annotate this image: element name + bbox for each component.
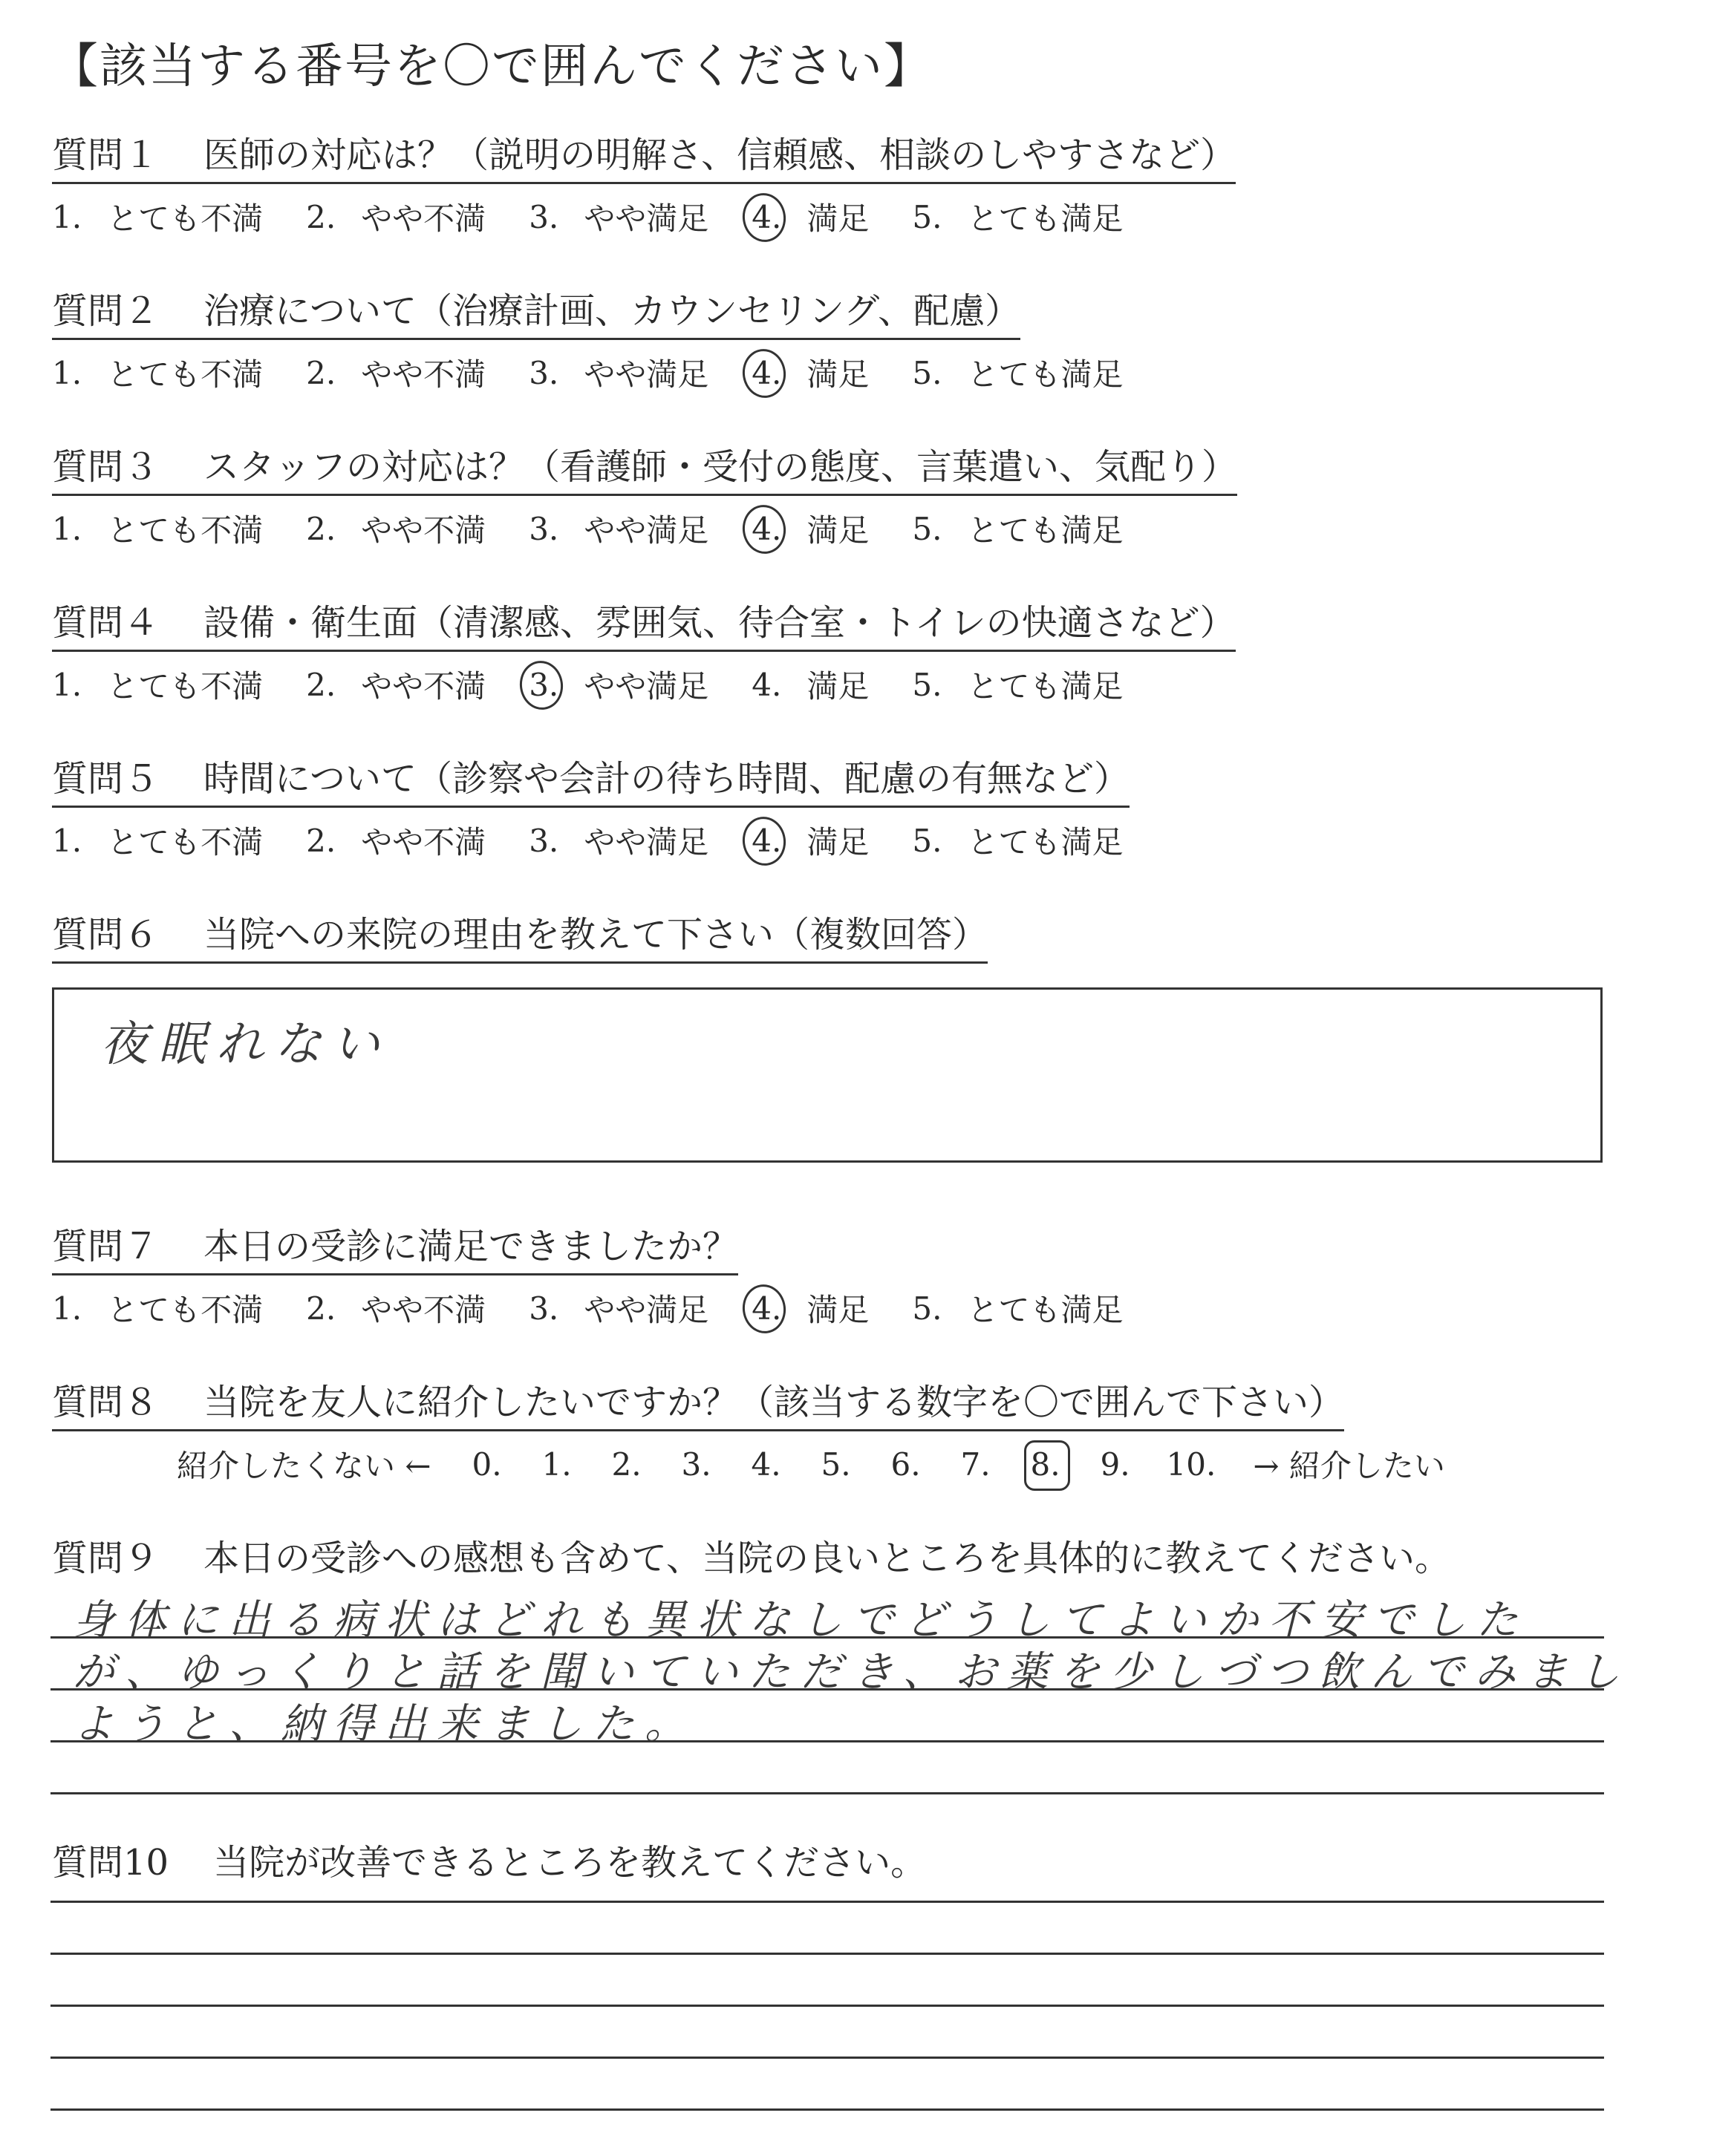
option-1[interactable]: 1. とても不満: [52, 510, 264, 549]
rating-options: [52, 1286, 1656, 1330]
question-title: 質問２ 治療について（治療計画、カウンセリング、配慮）: [52, 282, 1020, 340]
option-2[interactable]: 2. やや不満: [306, 822, 486, 860]
rating-options: [52, 662, 1656, 707]
option-4[interactable]: 4. 満足: [752, 1290, 870, 1328]
question-title: 質問３ スタッフの対応は？（看護師・受付の態度、言葉遣い、気配り）: [52, 438, 1237, 496]
question-5: [52, 750, 1656, 863]
handwritten-line: ようと、納得出来ました。: [73, 1700, 697, 1748]
option-5[interactable]: 5. とても満足: [912, 198, 1124, 237]
scale-option[interactable]: 2.: [611, 1446, 642, 1483]
option-3[interactable]: 3. やや満足: [529, 666, 709, 705]
question-9: [52, 1529, 1656, 1585]
scale-option[interactable]: 3.: [681, 1446, 711, 1483]
option-1[interactable]: 1. とても不満: [52, 1290, 264, 1328]
option-2[interactable]: 2. やや不満: [306, 666, 486, 705]
scale-option[interactable]: 9.: [1100, 1446, 1130, 1483]
option-5[interactable]: 5. とても満足: [912, 822, 1124, 860]
selected-circle-mark: 4.: [752, 822, 782, 859]
question-6: [52, 906, 1656, 964]
writing-line: [50, 2057, 1604, 2059]
option-3[interactable]: 3. やや満足: [529, 1290, 709, 1328]
question-title: 質問７ 本日の受診に満足できましたか？: [52, 1218, 738, 1275]
selected-circle-mark: 4.: [752, 354, 782, 391]
option-3[interactable]: 3. やや満足: [529, 354, 709, 393]
scale-option[interactable]: 4.: [751, 1446, 781, 1483]
q10-answer-lines[interactable]: [50, 1886, 1604, 2131]
writing-line: [50, 1792, 1604, 1794]
option-2[interactable]: 2. やや不満: [306, 198, 486, 237]
writing-line: [50, 2108, 1604, 2111]
handwritten-line: が、ゆっくりと話を聞いていただき、お薬を少しづつ飲んでみまし: [73, 1648, 1631, 1696]
scale-right-label: → 紹介したい: [1253, 1448, 1445, 1484]
question-8: [52, 1373, 1656, 1486]
selected-circle-mark: 4.: [752, 198, 782, 235]
question-title: 質問９ 本日の受診への感想も含めて、当院の良いところを具体的に教えてください。: [52, 1538, 1451, 1579]
option-5[interactable]: 5. とても満足: [912, 510, 1124, 549]
scale-option-selected[interactable]: 8.: [1027, 1446, 1064, 1483]
handwritten-line: 身体に出る病状はどれも異状なしでどうしてよいか不安でした: [73, 1596, 1528, 1644]
option-3[interactable]: 3. やや満足: [529, 510, 709, 549]
rating-options: [52, 818, 1656, 863]
option-4[interactable]: 4. 満足: [752, 354, 870, 393]
question-3: [52, 438, 1656, 551]
question-7: [52, 1218, 1656, 1330]
question-title: 質問４ 設備・衛生面（清潔感、雰囲気、待合室・トイレの快適さなど）: [52, 594, 1236, 652]
question-text: 医師の対応は？（説明の明解さ、信頼感、相談のしやすさなど）: [203, 134, 1236, 176]
scale-left-label: 紹介したくない ←: [177, 1448, 431, 1484]
option-5[interactable]: 5. とても満足: [912, 354, 1124, 393]
option-2[interactable]: 2. やや不満: [306, 510, 486, 549]
question-10: [52, 1834, 1656, 1889]
scale-option[interactable]: 6.: [890, 1446, 921, 1483]
option-4[interactable]: 4. 満足: [752, 198, 870, 237]
free-answer-box[interactable]: [52, 987, 1603, 1163]
rating-options: [52, 195, 1656, 239]
option-1[interactable]: 1. とても不満: [52, 666, 264, 705]
option-3[interactable]: 3. やや満足: [529, 822, 709, 860]
scale-option[interactable]: 0.: [472, 1446, 502, 1483]
recommend-scale: [156, 1442, 1656, 1486]
writing-line: [50, 1953, 1604, 1955]
option-3[interactable]: 3. やや満足: [529, 198, 709, 237]
scale-option[interactable]: 1.: [541, 1446, 572, 1483]
scale-option[interactable]: 5.: [821, 1446, 851, 1483]
writing-line: [50, 2005, 1604, 2007]
option-4[interactable]: 4. 満足: [752, 666, 870, 705]
question-title: 質問６ 当院への来院の理由を教えて下さい（複数回答）: [52, 906, 988, 964]
option-4[interactable]: 4. 満足: [752, 822, 870, 860]
option-2[interactable]: 2. やや不満: [306, 1290, 486, 1328]
question-4: [52, 594, 1656, 707]
question-title: 質問５ 時間について（診察や会計の待ち時間、配慮の有無など）: [52, 750, 1130, 808]
rating-options: [52, 506, 1656, 551]
handwritten-answer: 夜眠れない: [100, 1017, 390, 1072]
question-2: [52, 282, 1656, 395]
option-4[interactable]: 4. 満足: [752, 510, 870, 549]
rating-options: [52, 350, 1656, 395]
option-5[interactable]: 5. とても満足: [912, 666, 1124, 705]
selected-circle-mark: 3.: [529, 666, 559, 703]
question-1: [52, 126, 1656, 239]
selected-circle-mark: 4.: [752, 1290, 782, 1327]
question-title: [52, 126, 1236, 184]
option-1[interactable]: 1. とても不満: [52, 198, 264, 237]
writing-line: [50, 1901, 1604, 1903]
q9-answer-lines[interactable]: [50, 1581, 1631, 1804]
option-2[interactable]: 2. やや不満: [306, 354, 486, 393]
form-header: 【該当する番号を〇で囲んでください】: [50, 39, 933, 94]
option-1[interactable]: 1. とても不満: [52, 822, 264, 860]
question-title: 質問10 当院が改善できるところを教えてください。: [52, 1842, 927, 1884]
option-5[interactable]: 5. とても満足: [912, 1290, 1124, 1328]
question-title: 質問８ 当院を友人に紹介したいですか？（該当する数字を〇で囲んで下さい）: [52, 1373, 1344, 1431]
question-number: 質問１: [52, 134, 160, 176]
selected-circle-mark: 4.: [752, 510, 782, 547]
scale-option[interactable]: 7.: [960, 1446, 991, 1483]
option-1[interactable]: 1. とても不満: [52, 354, 264, 393]
scale-option[interactable]: 10.: [1166, 1446, 1216, 1483]
